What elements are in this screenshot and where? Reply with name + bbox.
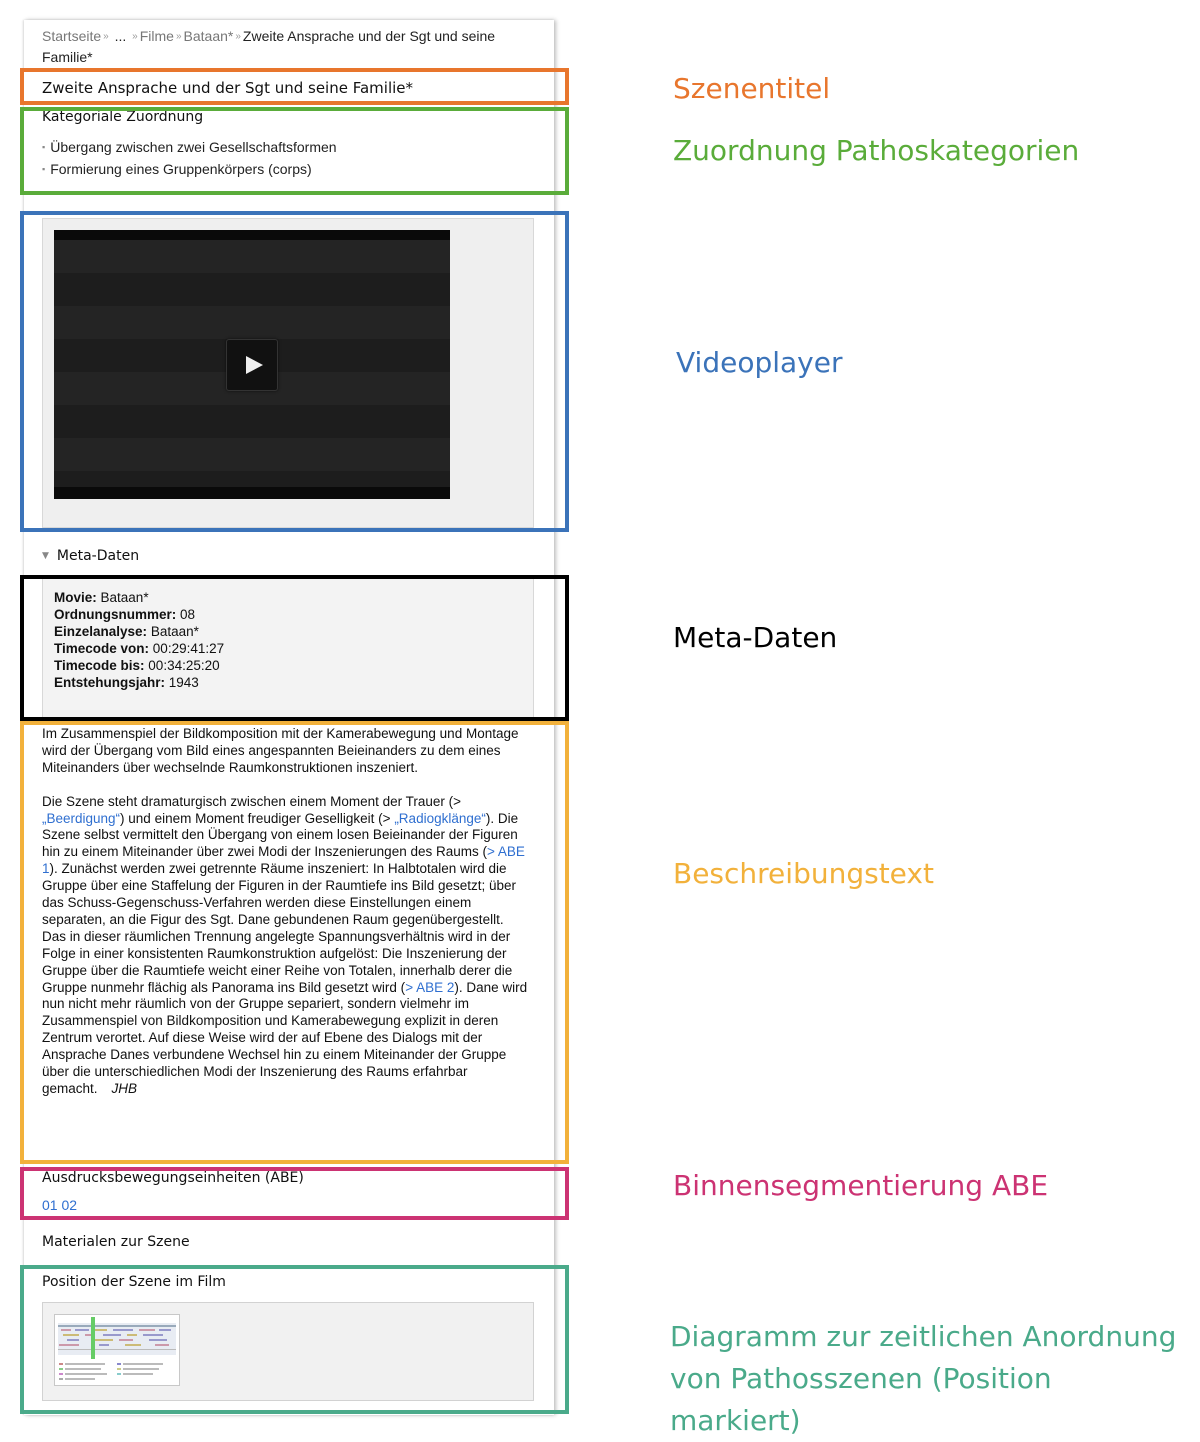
abe-annotation-box (20, 1167, 569, 1220)
annotation-label-description: Beschreibungstext (673, 857, 934, 890)
link-beerdigung[interactable]: „Beerdigung“ (42, 810, 121, 826)
annotation-label-abe: Binnensegmentierung ABE (673, 1169, 1049, 1202)
materials-heading: Materialen zur Szene (42, 1234, 190, 1250)
description-annotation-box (20, 721, 569, 1164)
scene-title: Zweite Ansprache und der Sgt und seine Familie* (42, 79, 414, 97)
breadcrumb-films-link[interactable]: Filme (139, 28, 174, 44)
description-text-run: ). Die Szene selbst vermittelt den Übergang von einem losen Beieinander der Figuren hin zu einem Miteinander über zwei Modi der Inszenierungen des Raums ( (42, 810, 519, 860)
meta-label: Timecode von: (54, 641, 150, 656)
annotation-label-categories: Zuordnung Pathoskategorien (673, 134, 1080, 167)
video-annotation-box (20, 211, 569, 532)
breadcrumb-separator-icon: » (132, 31, 138, 42)
abe-heading: Ausdrucksbewegungseinheiten (ABE) (42, 1170, 304, 1186)
breadcrumb (42, 26, 512, 68)
categories-annotation-box (20, 107, 569, 195)
link-abe-2[interactable]: > ABE 2 (405, 979, 455, 995)
link-abe-1[interactable]: > ABE 1 (42, 844, 525, 877)
breadcrumb-separator-icon: » (175, 31, 182, 42)
annotation-label-meta: Meta-Daten (673, 621, 838, 654)
meta-value: 00:34:25:20 (148, 658, 220, 673)
description-text-run: ). Zunächst werden zwei getrennte Räume inszeniert: In Halbtotalen wird die Gruppe über eine Staffelung der Figuren in der Raumtiefe ins Bild gesetzt; über das Schuss-Gegenschuss-Verfahren werden diese Einstellungen einem separaten, an die Figur des Sgt. Dane gebundenen Raum gegenübergestellt. Das in dieser räumlichen Trennung angelegte Spannungsverhältnis wird in der Folge in einer konsistenten Raumkonstruktion aufgelöst: Die Inszenierung der Gruppe über die Raumtiefe weicht einer Reihe von Totalen, innerhalb derer die Gruppe nunmehr flächig als Panorama ins Bild gesetzt wird ( (42, 861, 517, 995)
meta-label: Ordnungsnummer: (54, 607, 177, 622)
scene-title-annotation-box (20, 68, 569, 105)
description-text-run: ). Dane wird nun nicht mehr räumlich von der Gruppe separiert, sondern vielmehr im Zusammenspiel von Bildkomposition und Kamerabewegung explizit in deren Zentrum verortet. Auf diese Weise wird der auf Ebene des Dialogs mit der Ansprache Danes verbundene Wechsel hin zu einem Miteinander der Gruppe über die unterschiedlichen Modi der Inszenierung des Raums erfahrbar gemacht. (42, 979, 528, 1097)
meta-label: Movie: (54, 590, 97, 605)
category-label: Formierung eines Gruppenkörpers (corps) (50, 161, 312, 177)
meta-value: 08 (180, 607, 196, 622)
meta-value: 1943 (168, 675, 199, 690)
category-label: Übergang zwischen zwei Gesellschaftsformen (50, 139, 337, 155)
meta-label: Einzelanalyse: (54, 624, 148, 639)
meta-toggle[interactable] (42, 548, 139, 564)
position-heading: Position der Szene im Film (42, 1274, 226, 1290)
breadcrumb-home-link[interactable]: Startseite (42, 28, 102, 44)
abe-link-02[interactable]: 02 (61, 1197, 78, 1213)
breadcrumb-current: Zweite Ansprache und der Sgt und seine Familie* (42, 28, 496, 65)
annotation-label-position: Diagramm zur zeitlichen Anordnung von Pathosszenen (Position markiert) (670, 1320, 1177, 1437)
meta-value: Bataan* (150, 624, 199, 639)
link-radiogklaenge[interactable]: „Radiogklänge“ (394, 810, 486, 826)
meta-label: Timecode bis: (54, 658, 145, 673)
breadcrumb-separator-icon: » (235, 31, 241, 42)
meta-label: Entstehungsjahr: (54, 675, 166, 690)
meta-heading: Meta-Daten (56, 548, 140, 564)
description-text-run: ) und einem Moment freudiger Geselligkeit (> (120, 810, 395, 826)
meta-annotation-box (20, 575, 569, 721)
annotation-label-video: Videoplayer (676, 346, 843, 379)
annotation-label-scene-title: Szenentitel (673, 72, 831, 105)
abe-link-01[interactable]: 01 (42, 1197, 58, 1213)
triangle-down-icon: ▼ (42, 551, 49, 561)
breadcrumb-movie-link[interactable]: Bataan* (183, 28, 234, 44)
breadcrumb-separator-icon: » (103, 31, 109, 42)
breadcrumb-ellipsis: ... (114, 28, 127, 44)
author-initials: JHB (111, 1081, 138, 1097)
description-text-run: Die Szene steht dramaturgisch zwischen einem Moment der Trauer (> (42, 793, 462, 809)
description-paragraph: Im Zusammenspiel der Bildkomposition mit der Kamerabewegung und Montage wird der Übergang vom Bild eines angespannten Beieinanders zu dem eines Miteinanders über wechselnde Raumkonstruktionen inszeniert. (42, 726, 519, 775)
meta-value: 00:29:41:27 (152, 641, 225, 656)
meta-value: Bataan* (100, 590, 149, 605)
categories-heading: Kategoriale Zuordnung (42, 109, 204, 125)
position-annotation-box (20, 1265, 569, 1414)
